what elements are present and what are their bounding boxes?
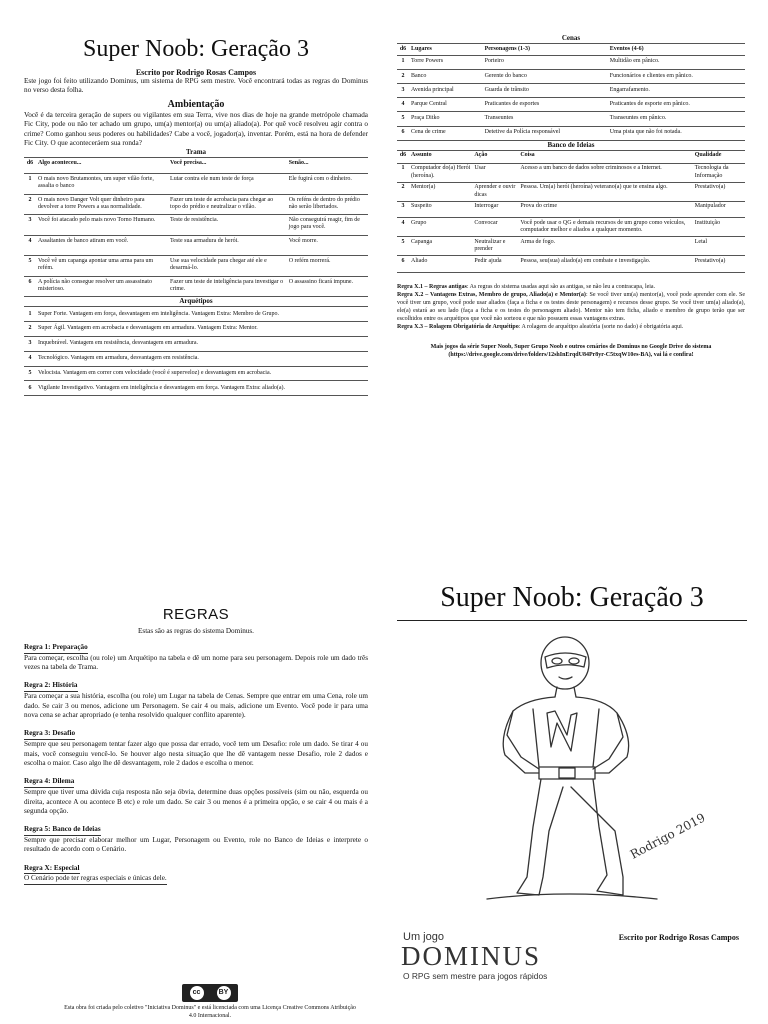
cell: O mais novo Brutamontes, um super vilão forte, assalta o banco — [36, 174, 168, 195]
cell: Usar — [472, 163, 518, 182]
cell: Você vê um capanga apontar uma arma para um refém. — [36, 256, 168, 277]
special-rule-label: Regra X.2 – Vantagens Extras, Membro de grupo, Aliado(a) e Mentor(a) — [397, 291, 586, 298]
cell: Parque Central — [409, 98, 483, 112]
arquetipos-table — [24, 306, 368, 396]
intro-paragraph: Este jogo foi feito utilizando Dominus, um sistema de RPG sem mestre. Você encontrará todas as regras do Dominus no verso desta folha. — [24, 77, 368, 95]
cell: Cena de crime — [409, 126, 483, 140]
special-rule-label: Regra X.3 – Rolagem Obrigatória de Arquétipo — [397, 323, 519, 330]
license-block — [60, 984, 360, 1020]
cell: Tecnologia da Informação — [693, 163, 745, 182]
cell: 6 — [397, 256, 409, 273]
cell: Ele fugirá com o dinheiro. — [287, 174, 368, 195]
cell: Multidão em pânico. — [608, 55, 745, 69]
table-row — [397, 98, 745, 112]
creative-commons-badge[interactable] — [60, 984, 360, 1002]
cell: Computador do(a) Herói (heroína). — [409, 163, 472, 182]
column-header: Qualidade — [693, 150, 745, 163]
cell: 1 — [397, 55, 409, 69]
regras-title: REGRAS — [162, 606, 230, 623]
special-rule — [397, 291, 745, 323]
cell: Detetive da Polícia responsável — [483, 126, 608, 140]
cell: 5 — [24, 366, 36, 381]
rule-body: Para começar, escolha (ou role) um Arquétipo na tabela e dê um nome para seu personagem. Depois role um dado três vezes na tabela de Trama. — [24, 653, 368, 672]
table-row — [24, 307, 368, 322]
rule-body: Sempre que precisar elaborar melhor um Lugar, Personagem ou Evento, role no Banco de Ideias e interprete o resultado de acordo com o Cenário. — [24, 835, 368, 854]
table-row — [397, 182, 745, 201]
cell: Funcionários e clientes em pânico. — [608, 69, 745, 83]
more-games-link[interactable]: Mais jogos da série Super Noob, Super Grupo Noob e outros cenários de Dominus no Google Drive do sistema (https://drive.google.com/drive/folders/12shInErqdU84Pr8yr-C5txqW10es-BA), vai lá e confira! — [430, 343, 712, 359]
cell: 2 — [397, 182, 409, 201]
rule-body: Sempre que seu personagem tentar fazer algo que possa dar errado, você tem um Desafio: role um dado. Se tirar 4 ou mais, você conseguiu vencê-lo. Se houver algo nesta situação que lhe dê vantagem nesse Desafio, role 2 dados e escolha o maior. Caso algo lhe dê desvantagem, role 2 dados e escolha o menor. — [24, 739, 368, 768]
cell: Guarda de trânsito — [483, 83, 608, 97]
special-rules — [397, 283, 745, 331]
cell: Teste de resistência. — [168, 215, 287, 236]
cc-by-icon — [182, 984, 238, 1002]
cell: 5 — [397, 237, 409, 256]
cell: Neutralizar e prender — [472, 237, 518, 256]
cell: Uma pista que não foi notada. — [608, 126, 745, 140]
cell: Use sua velocidade para chegar até ele e desarmá-lo. — [168, 256, 287, 277]
cell: O refém morrerá. — [287, 256, 368, 277]
cell: O mais novo Danger Volt quer dinheiro para devolver a torre Powers a sua normalidade. — [36, 194, 168, 215]
license-text: Esta obra foi criada pelo coletivo "Iniciativa Dominus" e está licenciada com uma Licença Creative Commons Atribuição 4.0 Internacional. — [64, 1005, 356, 1019]
cenas-table — [397, 43, 745, 141]
regras-intro: Estas são as regras do sistema Dominus. — [138, 627, 254, 635]
by-icon: BY — [217, 986, 231, 1000]
table-row — [24, 351, 368, 366]
column-header: Você precisa... — [168, 158, 287, 174]
rule-block — [24, 825, 368, 855]
cell: 2 — [397, 69, 409, 83]
cell: Letal — [693, 237, 745, 256]
cell: Gerente do banco — [483, 69, 608, 83]
table-row — [24, 322, 368, 337]
cell: O assassino ficará impune. — [287, 276, 368, 297]
arquetipos-caption: Arquétipos — [179, 297, 213, 306]
cell: Praticantes de esportes — [483, 98, 608, 112]
table-row — [24, 276, 368, 297]
superhero-illustration — [447, 627, 708, 917]
table-row — [24, 215, 368, 236]
cell: Você morre. — [287, 235, 368, 256]
table-row — [24, 366, 368, 381]
table-row — [24, 235, 368, 256]
rule-block — [24, 777, 368, 816]
cell: Pessoa, seu(sua) aliado(a) em combate e investigação. — [518, 256, 692, 273]
cell: Capanga — [409, 237, 472, 256]
dominus-logo: DOMINUS — [401, 941, 542, 971]
table-row — [24, 174, 368, 195]
rule-title: Regra 1: Preparação — [24, 643, 88, 654]
cell: Teste sua armadura de herói. — [168, 235, 287, 256]
table-row — [397, 163, 745, 182]
rule-block — [24, 729, 368, 768]
cell: 6 — [397, 126, 409, 140]
special-rule-text: : As regras do sistema usadas aqui são as antigas, se não leu a contracapa, leia. — [466, 283, 656, 290]
cell: 1 — [24, 307, 36, 322]
cell: Velocista. Vantagem em correr com velocidade (você é superveloz) e desvantagem em acrobacia. — [36, 366, 368, 381]
special-rule — [397, 323, 745, 331]
table-header-row — [397, 150, 745, 163]
table-row — [397, 201, 745, 218]
cell: Aliado — [409, 256, 472, 273]
cell: A polícia não consegue resolver um assassinato misterioso. — [36, 276, 168, 297]
table-header-row — [397, 44, 745, 56]
cell: Os reféns de dentro do prédio não serão libertados. — [287, 194, 368, 215]
cell: Manipulador — [693, 201, 745, 218]
table-row — [397, 112, 745, 126]
cell: Aprender e ouvir dicas — [472, 182, 518, 201]
table-row — [397, 256, 745, 273]
cell: Assaltantes de banco atiram em você. — [36, 235, 168, 256]
cell: Pessoa. Um(a) herói (heroína) veterano(a) que te ensina algo. — [518, 182, 692, 201]
special-rule-label: Regra X.1 – Regras antigas — [397, 283, 467, 290]
cell: Lutar contra ele num teste de força — [168, 174, 287, 195]
cell: 1 — [397, 163, 409, 182]
cell: Praticantes de esporte em pânico. — [608, 98, 745, 112]
column-header: Algo aconteceu... — [36, 158, 168, 174]
special-rule-text: : Se você tiver um(a) mentor(a), você pode aprender com ele. Se você tiver um grupo, você pode usar aliados (faça a ficha e os testes deste personagem) e recursos desse grupo. Se você tiver um(a) aliado(a), ele(a) estará ao seu lado (faça a ficha e os testes do personagem aliado). Mentor não tem ficha, aliado e membro de grupo terão que ser escolhidos entre os arquétipos que você não sorteou e que não possuem essas vantagens extras. — [397, 291, 745, 322]
table-row — [397, 83, 745, 97]
cell: Instituição — [693, 218, 745, 237]
cenas-caption: Cenas — [561, 34, 581, 42]
cover-author: Escrito por Rodrigo Rosas Campos — [618, 933, 739, 942]
table-row — [24, 194, 368, 215]
trama-table — [24, 157, 368, 297]
cell: Arma de fogo. — [518, 237, 692, 256]
trama-caption: Trama — [185, 148, 207, 157]
cell: Prova do crime — [518, 201, 692, 218]
cover-panel — [397, 580, 747, 989]
cell: Prestativo(a) — [693, 182, 745, 201]
cell: Você foi atacado pelo mais novo Torno Humano. — [36, 215, 168, 236]
column-header: d6 — [397, 44, 409, 56]
cover-footer — [397, 929, 747, 989]
rule-block — [24, 864, 368, 885]
table-row — [397, 218, 745, 237]
table-row — [397, 237, 745, 256]
cell: Convocar — [472, 218, 518, 237]
cell: 1 — [24, 174, 36, 195]
column-header: d6 — [397, 150, 409, 163]
cell: Transeuntes em pânico. — [608, 112, 745, 126]
column-header: Eventos (4-6) — [608, 44, 745, 56]
cell: 4 — [24, 235, 36, 256]
cover-title: Super Noob: Geração 3 — [397, 580, 747, 621]
column-header: Assunto — [409, 150, 472, 163]
cell: Pedir ajuda — [472, 256, 518, 273]
cell: Torre Powers — [409, 55, 483, 69]
cell: 4 — [397, 218, 409, 237]
cell: 2 — [24, 194, 36, 215]
cell: 6 — [24, 276, 36, 297]
table-row — [24, 381, 368, 396]
ideias-caption: Banco de Ideias — [547, 140, 595, 149]
cell: Fazer um teste de inteligência para investigar o crime. — [168, 276, 287, 297]
rule-body: O Cenário pode ter regras especiais e únicas dele. — [24, 874, 167, 885]
cc-icon: cc — [190, 986, 204, 1000]
cell: 5 — [397, 112, 409, 126]
cell: 2 — [24, 322, 36, 337]
cell: 3 — [24, 337, 36, 352]
cell: Super Forte. Vantagem em força, desvantagem em inteligência. Vantagem Extra: Membro de Grupo. — [36, 307, 368, 322]
signature-text: Rodrigo 2019 — [627, 810, 708, 862]
rule-title: Regra 4: Dilema — [24, 777, 74, 788]
ambientacao-text: Você é da terceira geração de supers ou vigilantes em sua Terra, vive nos dias de hoje na grande metrópole chamada Fic City, pode ou não ter achado um grupo, um(a) mentor(a) ou um(a) aliado(a). Por quê você resolveu agir contra o crime? Como ganhou seus poderes ou habilidades? Cabe a você, jogador(a), inventar. Porém, está na hora de defender Fic City. O que aconteceráem sua ronda? — [24, 110, 368, 148]
rule-body: Para começar a sua história, escolha (ou role) um Lugar na tabela de Cenas. Sempre que entrar em uma Cena, role um dado. Se cair 3 ou menos, adicione um Personagem. Se cair 4 ou mais, adicione um Evento. Você pode ir para uma nova cena se achar apropriado (e tenha resolvido qualquer conflito aparente). — [24, 691, 368, 720]
um-jogo-label: Um jogo — [403, 931, 444, 943]
author-byline: Escrito por Rodrigo Rosas Campos — [135, 68, 257, 77]
table-header-row — [24, 158, 368, 174]
table-row — [24, 256, 368, 277]
column-header: Personagens (1-3) — [483, 44, 608, 56]
cell: Praça Ditko — [409, 112, 483, 126]
column-header: Lugares — [409, 44, 483, 56]
game-title: Super Noob: Geração 3 — [83, 36, 309, 62]
cell: Engarrafamento. — [608, 83, 745, 97]
cell: 6 — [24, 381, 36, 396]
rule-block — [24, 681, 368, 720]
cell: Interrogar — [472, 201, 518, 218]
rule-body: Sempre que tiver uma dúvida cuja resposta não seja óbvia, determine duas opções possíveis (sim ou não, esquerda ou direita, acontece A ou acontece B etc) e role um dado. Se cair 3 ou menos é a primeira opção, e se cair 4 ou mais é a segunda opção. — [24, 787, 368, 816]
column-header: Ação — [472, 150, 518, 163]
table-row — [397, 69, 745, 83]
column-header: Senão... — [287, 158, 368, 174]
column-header: d6 — [24, 158, 36, 174]
cell: Super Ágil. Vantagem em acrobacia e desvantagem em armadura. Vantagem Extra: Mentor. — [36, 322, 368, 337]
ambientacao-heading: Ambientação — [167, 98, 225, 110]
cell: Avenida principal — [409, 83, 483, 97]
table-row — [24, 337, 368, 352]
table-row — [397, 55, 745, 69]
front-left-panel — [24, 34, 368, 396]
cell: Inquebrável. Vantagem em resistência, desvantagem em armadura. — [36, 337, 368, 352]
rule-title: Regra 5: Banco de Ideias — [24, 825, 101, 836]
table-row — [397, 126, 745, 140]
cell: Tecnológico. Vantagem em armadura, desvantagem em resistência. — [36, 351, 368, 366]
cell: 5 — [24, 256, 36, 277]
rule-title: Regra X: Especial — [24, 864, 80, 875]
rule-title: Regra 3: Desafio — [24, 729, 75, 740]
front-right-panel — [397, 34, 745, 359]
cell: 3 — [397, 201, 409, 218]
cell: Porteiro — [483, 55, 608, 69]
cell: Grupo — [409, 218, 472, 237]
cell: Prestativo(a) — [693, 256, 745, 273]
cell: 4 — [24, 351, 36, 366]
special-rule — [397, 283, 745, 291]
cell: Mentor(a) — [409, 182, 472, 201]
cell: Acesso a um banco de dados sobre criminosos e a Internet. — [518, 163, 692, 182]
cell: Não conseguirá reagir, fim de jogo para você. — [287, 215, 368, 236]
cell: Transeuntes — [483, 112, 608, 126]
cell: 3 — [24, 215, 36, 236]
rule-block — [24, 643, 368, 673]
column-header: Coisa — [518, 150, 692, 163]
cell: Você pode usar o QG e demais recursos de um grupo como veículos, computador melhor e aliados a qualquer momento. — [518, 218, 692, 237]
cell: Banco — [409, 69, 483, 83]
rule-title: Regra 2: História — [24, 681, 78, 692]
special-rule-text: : A rolagem de arquétipo aleatória (sorte no dado) é obrigatória aqui. — [518, 323, 684, 330]
ideias-table — [397, 150, 745, 273]
cell: Fazer um teste de acrobacia para chegar ao topo do prédio e neutralizar o vilão. — [168, 194, 287, 215]
rules-panel — [24, 606, 368, 893]
cell: Suspeito — [409, 201, 472, 218]
cell: 3 — [397, 83, 409, 97]
cell: 4 — [397, 98, 409, 112]
dominus-tagline: O RPG sem mestre para jogos rápidos — [403, 971, 548, 981]
cell: Vigilante Investigativo. Vantagem em inteligência e desvantagem em força. Vantagem Extra: aliado(a). — [36, 381, 368, 396]
